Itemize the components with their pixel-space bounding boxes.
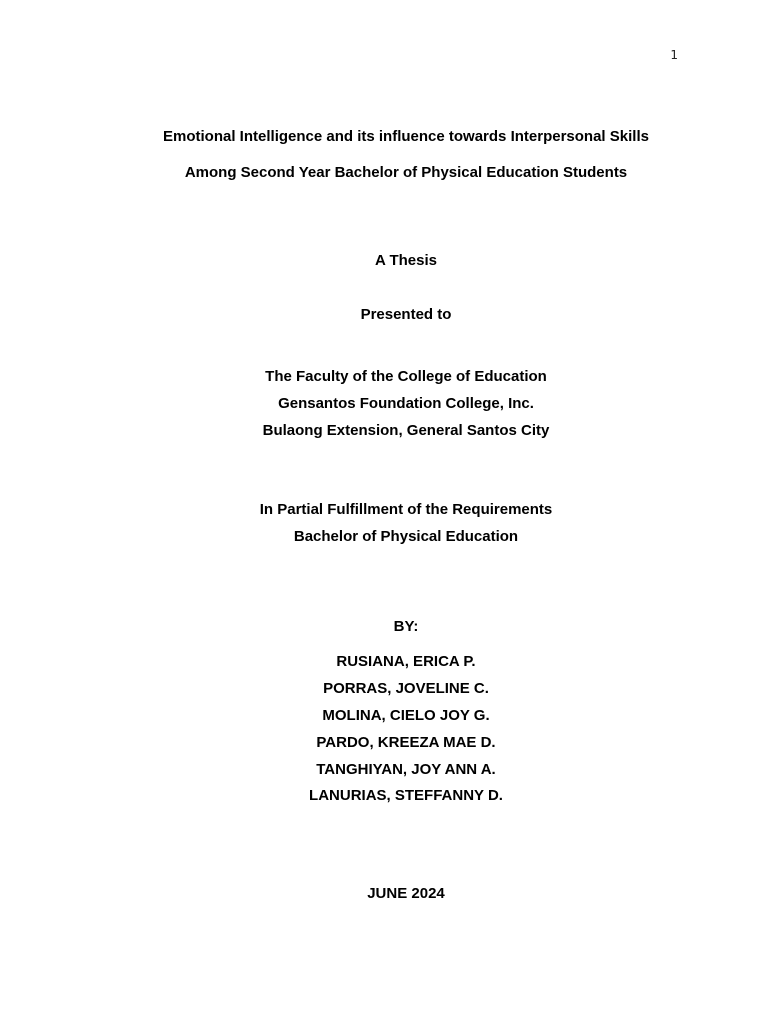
faculty-name: The Faculty of the College of Education [265, 368, 547, 385]
fulfillment-line-1: In Partial Fulfillment of the Requirements [259, 501, 553, 518]
thesis-title-line-2: Among Second Year Bachelor of Physical Education Students [184, 164, 628, 181]
presented-to-label: Presented to [360, 306, 452, 323]
college-address: Bulaong Extension, General Santos City [262, 422, 550, 439]
author-name: TANGHIYAN, JOY ANN A. [316, 761, 496, 778]
author-name: RUSIANA, ERICA P. [336, 653, 476, 670]
thesis-label: A Thesis [375, 252, 437, 269]
by-label: BY: [393, 618, 419, 635]
author-name: MOLINA, CIELO JOY G. [322, 707, 490, 724]
page-number: 1 [670, 48, 678, 62]
thesis-title-line-1: Emotional Intelligence and its influence towards Interpersonal Skills [163, 128, 649, 145]
college-name: Gensantos Foundation College, Inc. [278, 395, 534, 412]
submission-date: JUNE 2024 [367, 885, 445, 902]
author-name: LANURIAS, STEFFANNY D. [309, 787, 503, 804]
degree-name: Bachelor of Physical Education [293, 528, 519, 545]
author-name: PARDO, KREEZA MAE D. [316, 734, 496, 751]
author-name: PORRAS, JOVELINE C. [323, 680, 489, 697]
